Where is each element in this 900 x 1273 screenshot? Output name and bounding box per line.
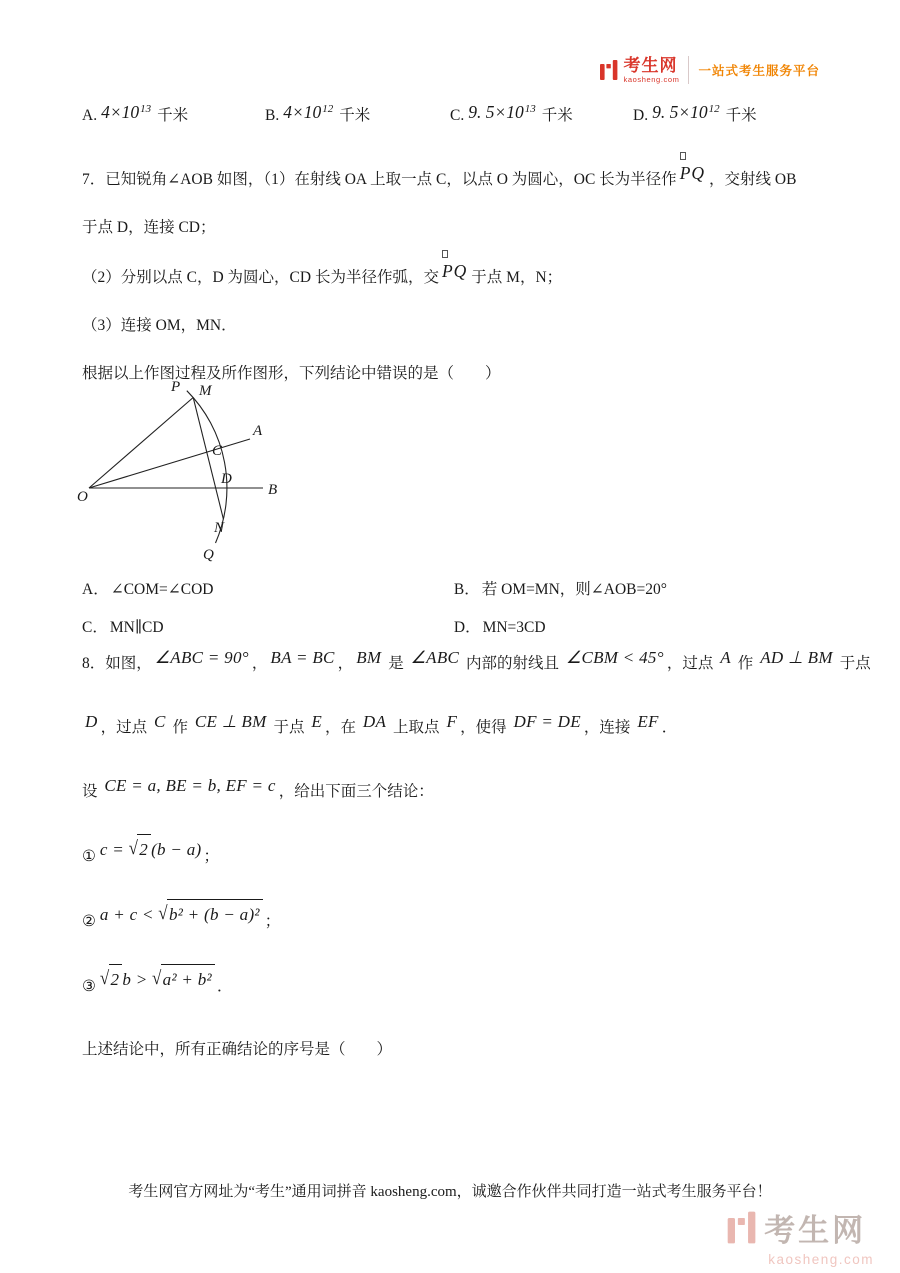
kaosheng-logo bbox=[599, 56, 821, 84]
option-unit: 千米 bbox=[157, 107, 189, 124]
value-exponent: 12 bbox=[708, 103, 720, 115]
text-segment: D bbox=[85, 712, 98, 731]
text-segment: ∠ABC bbox=[410, 648, 460, 667]
q8-conclusion-2 bbox=[82, 902, 822, 937]
radicand: 2 bbox=[137, 834, 151, 865]
option-unit: 千米 bbox=[339, 107, 371, 124]
q8-final-question: 上述结论中，所有正确结论的序号是（ ） bbox=[82, 1041, 393, 1058]
option-unit: 千米 bbox=[725, 107, 757, 124]
previous-question-options bbox=[82, 103, 818, 137]
segment-OM bbox=[89, 398, 193, 489]
value-exponent: 12 bbox=[322, 103, 334, 115]
kaosheng-logo-icon bbox=[599, 59, 619, 81]
q7-text: 于点 D，连接 CD； bbox=[82, 219, 216, 236]
formula-text: (b − a) bbox=[151, 840, 202, 859]
text-segment: ∠ABC = 90° bbox=[154, 648, 249, 667]
figure-label-C: C bbox=[212, 443, 223, 459]
logo-divider bbox=[688, 56, 689, 84]
text-segment: ． bbox=[661, 719, 678, 736]
value-exponent: 13 bbox=[140, 103, 152, 115]
question-7 bbox=[82, 165, 822, 409]
option-label: B. bbox=[265, 107, 280, 124]
formula bbox=[99, 902, 263, 924]
radical-sign: √ bbox=[158, 902, 168, 924]
square-root bbox=[158, 899, 263, 930]
q7-option-B bbox=[454, 578, 667, 602]
q7-option-D bbox=[454, 616, 546, 640]
text-segment: E bbox=[311, 712, 323, 731]
q7-line-3 bbox=[82, 263, 822, 291]
option-label: A. bbox=[82, 107, 98, 124]
text-segment: 作 bbox=[733, 655, 758, 672]
text-segment: ，过点 bbox=[100, 719, 151, 736]
text-segment: ，给出下面三个结论： bbox=[278, 783, 434, 800]
logo-domain: kaosheng.com bbox=[623, 74, 680, 84]
q7-options-row-2 bbox=[82, 616, 818, 640]
square-root bbox=[129, 834, 151, 865]
q8-line-1 bbox=[82, 648, 871, 679]
option-a bbox=[82, 103, 188, 125]
text-segment: DF = DE bbox=[513, 712, 581, 731]
option-unit: 千米 bbox=[541, 107, 573, 124]
arc-pq-symbol bbox=[442, 263, 467, 291]
conclusion-number: ② bbox=[82, 913, 96, 930]
option-value bbox=[283, 102, 333, 122]
formula bbox=[99, 837, 202, 859]
value-exponent: 13 bbox=[524, 103, 536, 115]
text-segment: F bbox=[446, 712, 458, 731]
text-segment: 作 bbox=[168, 719, 192, 736]
text-segment: BM bbox=[356, 648, 382, 667]
text-segment: ， bbox=[251, 655, 268, 672]
q8-setup-line bbox=[82, 776, 822, 807]
text-segment: ， bbox=[337, 655, 354, 672]
arc-pq-symbol bbox=[680, 165, 705, 193]
text-segment: 设 bbox=[82, 783, 102, 800]
text-segment: ∠CBM < 45° bbox=[565, 648, 664, 667]
figure-label-O: O bbox=[77, 489, 88, 505]
text-segment: 于点 bbox=[835, 655, 871, 672]
q7-text: 于点 M，N； bbox=[471, 269, 563, 286]
watermark-row bbox=[726, 1205, 874, 1250]
figure-label-A: A bbox=[253, 423, 263, 439]
radical-sign: √ bbox=[128, 837, 139, 859]
q7-option-C bbox=[82, 616, 450, 640]
option-b bbox=[265, 103, 370, 125]
q7-line-4 bbox=[82, 313, 822, 339]
q7-text: 根据以上作图过程及所作图形，下列结论中错误的是（ ） bbox=[82, 365, 501, 382]
conclusion-number: ③ bbox=[82, 978, 96, 995]
value-base: 9. 5×10 bbox=[468, 102, 524, 122]
text-segment: 是 bbox=[384, 655, 408, 672]
glyph-artifact-box bbox=[680, 152, 686, 160]
option-text: ∠COM=∠COD bbox=[110, 581, 214, 598]
q7-line-1 bbox=[82, 165, 822, 193]
option-text: MN∥CD bbox=[109, 619, 164, 636]
q7-options bbox=[82, 578, 818, 654]
text-segment: AD ⊥ BM bbox=[760, 648, 833, 667]
figure-label-N: N bbox=[214, 520, 225, 536]
figure-label-M: M bbox=[199, 383, 212, 399]
text-segment: ，使得 bbox=[460, 719, 511, 736]
text-segment: ，过点 bbox=[666, 655, 718, 672]
q7-text: 7．已知锐角∠AOB 如图，（1）在射线 OA 上取一点 C，以点 O 为圆心，OC 长为半径作 bbox=[82, 171, 677, 188]
figure-label-B: B bbox=[268, 482, 278, 498]
value-base: 9. 5×10 bbox=[652, 102, 708, 122]
footer-text: 考生网官方网址为“考生”通用词拼音 kaosheng.com，诚邀合作伙伴共同打造一站式考生服务平台！ bbox=[128, 1184, 772, 1200]
kaosheng-logo-icon bbox=[726, 1210, 758, 1245]
figure-label-D: D bbox=[221, 471, 232, 487]
option-label: D． bbox=[453, 619, 481, 636]
text-segment: DA bbox=[362, 712, 387, 731]
q7-construction-figure bbox=[75, 378, 305, 570]
formula-text: c = bbox=[99, 840, 129, 859]
figure-label-P: P bbox=[171, 379, 181, 395]
glyph-artifact-box bbox=[442, 250, 448, 258]
q7-options-row-1 bbox=[82, 578, 818, 602]
text-segment: BA = BC bbox=[270, 648, 335, 667]
arc-pq-label: PQ bbox=[441, 261, 468, 281]
question-8 bbox=[82, 648, 871, 1098]
value-base: 4×10 bbox=[101, 102, 140, 122]
square-root bbox=[152, 964, 215, 995]
text-segment: 8．如图， bbox=[82, 655, 152, 672]
text-segment: 内部的射线且 bbox=[462, 655, 563, 672]
option-label: C. bbox=[450, 107, 465, 124]
punctuation: ； bbox=[264, 913, 281, 930]
q7-text: （3）连接 OM，MN． bbox=[82, 317, 237, 334]
option-text: MN=3CD bbox=[482, 619, 546, 636]
watermark-name: 考生网 bbox=[764, 1213, 867, 1248]
q7-line-2 bbox=[82, 215, 822, 241]
arc-pq-label: PQ bbox=[679, 163, 706, 183]
q7-text: （2）分别以点 C，D 为圆心，CD 长为半径作弧，交 bbox=[82, 269, 439, 286]
option-value bbox=[652, 102, 720, 122]
watermark-domain: kaosheng.com bbox=[768, 1252, 874, 1267]
logo-tagline: 一站式考生服务平台 bbox=[698, 64, 820, 78]
punctuation: ； bbox=[203, 848, 219, 865]
q8-line-2 bbox=[82, 712, 822, 743]
text-segment: ，连接 bbox=[583, 719, 635, 736]
conclusion-number: ① bbox=[82, 848, 96, 865]
option-value bbox=[101, 102, 151, 122]
formula-text: a + c < bbox=[99, 905, 159, 924]
option-d bbox=[633, 103, 757, 125]
radicand: 2 bbox=[109, 964, 123, 995]
option-text: 若 OM=MN，则∠AOB=20° bbox=[481, 581, 667, 598]
formula bbox=[99, 967, 215, 989]
text-segment: 上取点 bbox=[389, 719, 444, 736]
value-base: 4×10 bbox=[283, 102, 322, 122]
text-segment: C bbox=[153, 712, 166, 731]
q8-conclusion-3 bbox=[82, 967, 822, 1002]
option-label: D. bbox=[633, 107, 649, 124]
option-c bbox=[450, 103, 573, 125]
figure-label-Q: Q bbox=[203, 547, 214, 563]
square-root bbox=[100, 964, 122, 995]
formula-text: b > bbox=[122, 970, 153, 989]
text-segment: CE ⊥ BM bbox=[194, 712, 267, 731]
q8-conclusion-1 bbox=[82, 837, 822, 872]
q7-text: ，交射线 OB bbox=[709, 171, 797, 188]
q7-figure bbox=[75, 378, 305, 575]
text-segment: 于点 bbox=[269, 719, 309, 736]
radical-sign: √ bbox=[152, 967, 162, 989]
punctuation: ． bbox=[216, 978, 233, 995]
option-label: A． bbox=[82, 581, 109, 598]
text-segment: A bbox=[720, 648, 731, 667]
q7-option-A bbox=[82, 578, 450, 602]
text-segment: ，在 bbox=[325, 719, 360, 736]
text-segment: EF bbox=[637, 712, 659, 731]
option-label: B． bbox=[453, 581, 480, 598]
kaosheng-watermark bbox=[726, 1205, 874, 1267]
radicand: a² + b² bbox=[161, 964, 215, 995]
option-label: C． bbox=[82, 619, 108, 636]
option-value bbox=[468, 102, 536, 122]
text-segment: CE = a, BE = b, EF = c bbox=[104, 776, 276, 795]
radical-sign: √ bbox=[99, 967, 110, 989]
logo-name: 考生网 bbox=[623, 55, 678, 75]
radicand: b² + (b − a)² bbox=[167, 899, 263, 930]
